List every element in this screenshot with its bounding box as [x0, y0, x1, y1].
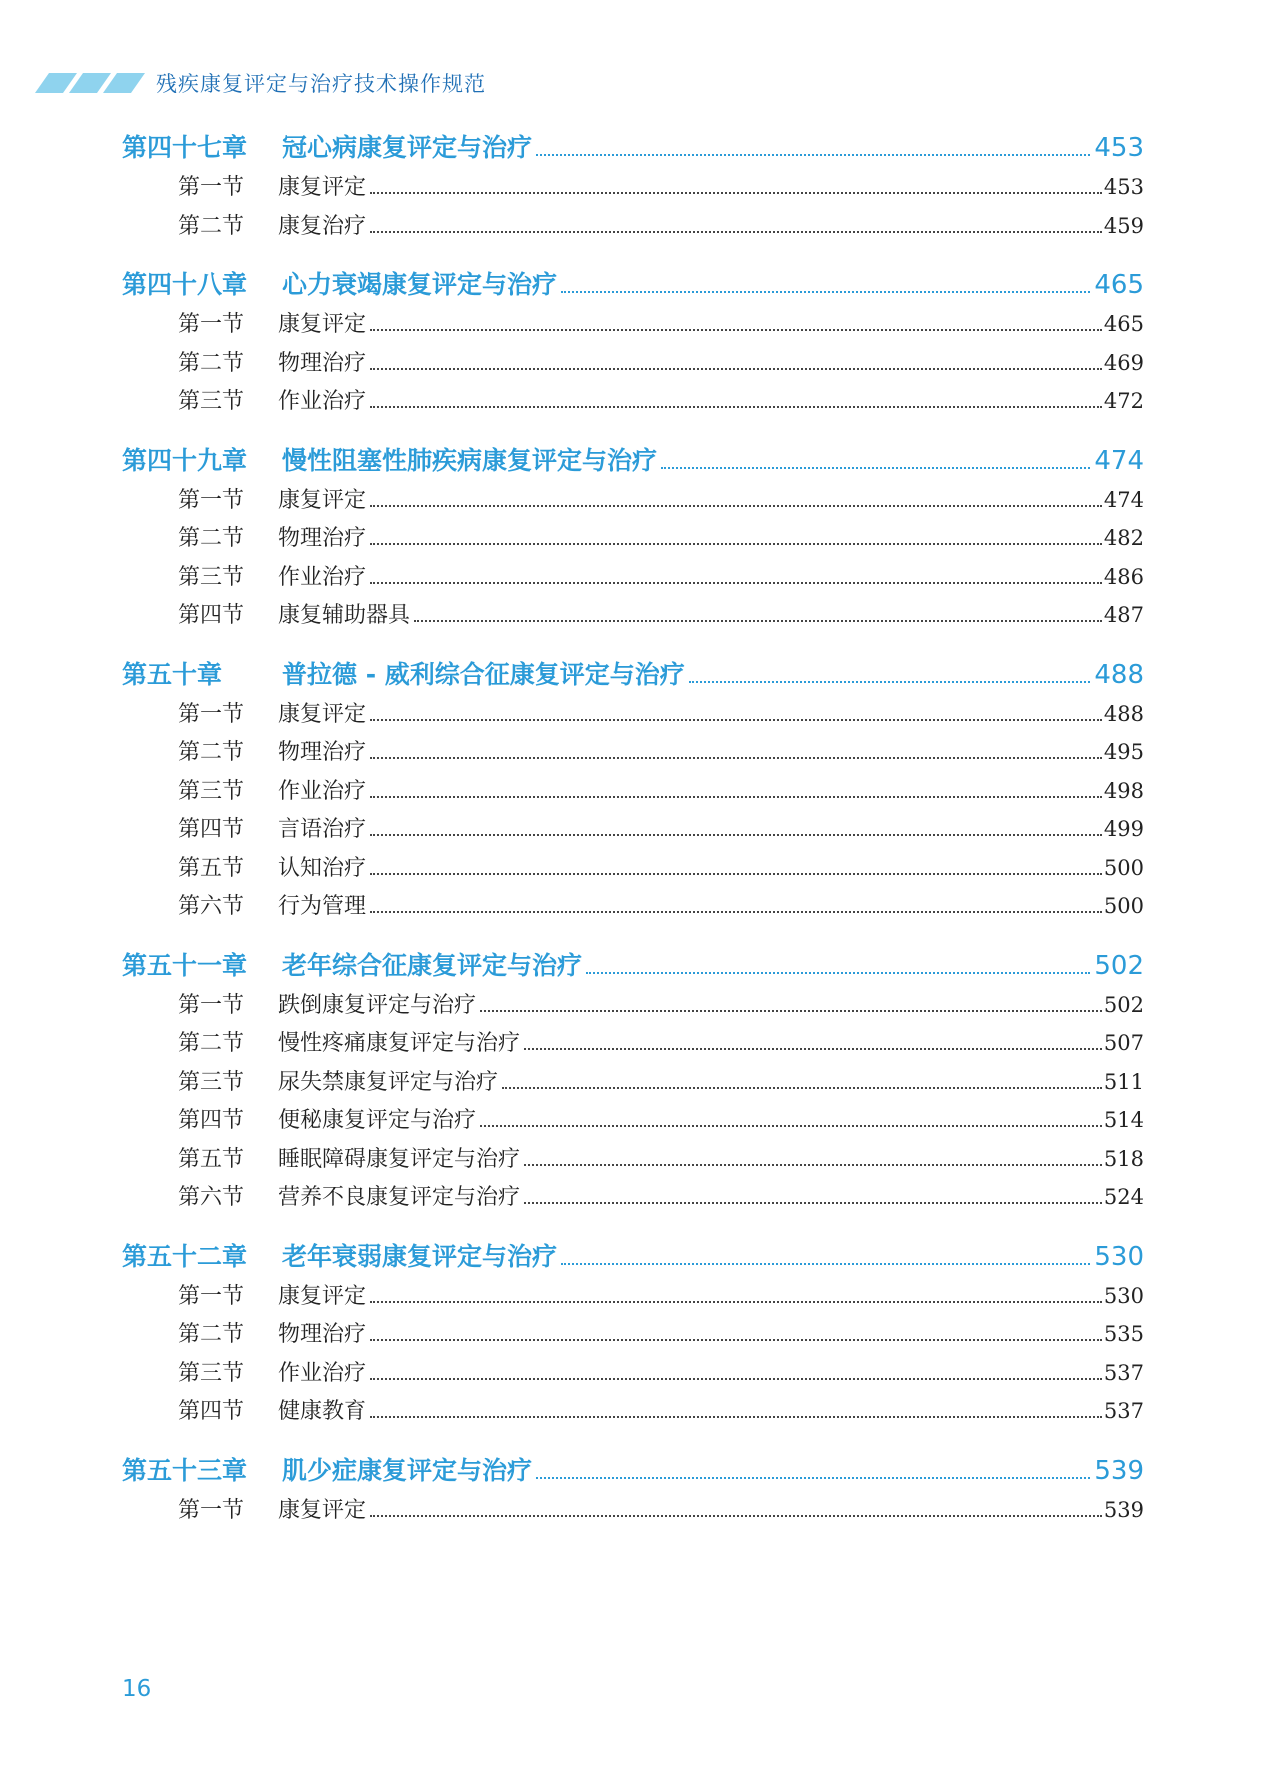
section-number: 第一节 — [178, 992, 245, 1018]
section-entry[interactable] — [122, 851, 1144, 890]
section-entry[interactable] — [122, 1026, 1144, 1065]
section-title: 康复评定 — [278, 1283, 367, 1309]
section-entry[interactable] — [122, 521, 1144, 560]
section-title: 物理治疗 — [278, 350, 367, 376]
section-page: 498 — [1103, 778, 1144, 803]
section-page: 488 — [1103, 701, 1144, 726]
section-number: 第三节 — [178, 564, 245, 590]
section-entry[interactable] — [122, 209, 1144, 248]
section-page: 524 — [1103, 1185, 1144, 1209]
dot-leader — [370, 329, 1102, 331]
section-title: 睡眠障碍康复评定与治疗 — [278, 1146, 521, 1172]
section-number: 第四节 — [178, 603, 245, 628]
section-number: 第三节 — [178, 389, 245, 414]
section-entry[interactable] — [122, 889, 1144, 928]
chapter-block — [122, 128, 1144, 247]
dot-leader — [370, 757, 1102, 759]
chapter-block — [122, 265, 1144, 423]
section-page: 500 — [1103, 855, 1144, 880]
section-title: 康复评定 — [278, 487, 367, 513]
section-number: 第二节 — [178, 740, 245, 765]
section-page: 537 — [1103, 1399, 1144, 1423]
chapter-block — [122, 441, 1144, 637]
section-page: 453 — [1103, 175, 1144, 199]
section-title: 慢性疼痛康复评定与治疗 — [278, 1031, 521, 1056]
section-number: 第四节 — [178, 817, 245, 842]
dot-leader — [370, 231, 1102, 233]
section-entry[interactable] — [122, 735, 1144, 774]
section-title: 便秘康复评定与治疗 — [278, 1108, 477, 1133]
section-entry[interactable] — [122, 697, 1144, 736]
chapter-page: 530 — [1094, 1241, 1144, 1272]
section-title: 康复评定 — [278, 701, 367, 727]
dot-leader — [370, 582, 1102, 584]
section-number: 第一节 — [178, 312, 245, 337]
section-entry[interactable] — [122, 384, 1144, 423]
chapter-block — [122, 1237, 1144, 1433]
section-entry[interactable] — [122, 346, 1144, 385]
dot-leader — [370, 543, 1102, 545]
dot-leader — [561, 291, 1090, 293]
book-title: 残疾康复评定与治疗技术操作规范 — [156, 72, 486, 96]
dot-leader — [536, 1477, 1090, 1479]
chapter-number: 第五十三章 — [122, 1455, 248, 1485]
chapter-title: 慢性阻塞性肺疾病康复评定与治疗 — [282, 445, 658, 475]
chapter-number: 第四十七章 — [122, 133, 248, 162]
chapter-block — [122, 655, 1144, 928]
section-title: 作业治疗 — [278, 564, 367, 590]
section-title: 作业治疗 — [278, 389, 367, 414]
section-title: 物理治疗 — [278, 740, 367, 765]
section-title: 物理治疗 — [278, 1322, 367, 1347]
chapter-title: 普拉德 - 威利综合征康复评定与治疗 — [282, 659, 685, 689]
chapter-page: 502 — [1094, 950, 1144, 981]
dot-leader — [689, 681, 1091, 683]
chapter-number: 第五十一章 — [122, 950, 248, 980]
section-number: 第二节 — [178, 526, 245, 551]
section-entry[interactable] — [122, 1180, 1144, 1219]
section-number: 第三节 — [178, 1069, 245, 1095]
section-entry[interactable] — [122, 560, 1144, 599]
section-page: 539 — [1103, 1497, 1144, 1522]
dot-leader — [524, 1164, 1102, 1166]
chapter-page: 539 — [1094, 1455, 1144, 1486]
chapter-title: 冠心病康复评定与治疗 — [282, 133, 533, 162]
section-entry[interactable] — [122, 988, 1144, 1027]
chapter-title: 老年衰弱康复评定与治疗 — [282, 1241, 558, 1271]
section-entry[interactable] — [122, 483, 1144, 522]
dot-leader — [370, 834, 1102, 836]
section-title: 康复评定 — [278, 312, 367, 337]
section-title: 尿失禁康复评定与治疗 — [278, 1069, 499, 1095]
dot-leader — [661, 467, 1090, 469]
section-number: 第五节 — [178, 855, 245, 881]
chapter-number: 第五十章 — [122, 659, 223, 689]
chapter-title: 肌少症康复评定与治疗 — [282, 1455, 533, 1485]
chapter-entry[interactable] — [122, 265, 1144, 307]
section-title: 言语治疗 — [278, 817, 367, 842]
section-title: 行为管理 — [278, 894, 367, 919]
dot-leader — [370, 1301, 1102, 1303]
dot-leader — [524, 1202, 1102, 1204]
dot-leader — [370, 192, 1102, 194]
chapter-entry[interactable] — [122, 946, 1144, 988]
section-page: 472 — [1103, 389, 1144, 413]
chapter-entry[interactable] — [122, 1451, 1144, 1493]
section-entry[interactable] — [122, 1356, 1144, 1395]
section-title: 康复评定 — [278, 175, 367, 200]
section-number: 第二节 — [178, 1031, 245, 1056]
section-page: 535 — [1103, 1322, 1144, 1346]
section-page: 502 — [1103, 992, 1144, 1017]
section-page: 511 — [1103, 1069, 1144, 1094]
section-title: 认知治疗 — [278, 855, 367, 881]
dot-leader — [370, 1515, 1102, 1517]
dot-leader — [370, 505, 1102, 507]
dot-leader — [561, 1263, 1090, 1265]
section-entry[interactable] — [122, 307, 1144, 346]
stripe-decoration — [103, 73, 145, 93]
chapter-number: 第五十二章 — [122, 1241, 248, 1271]
section-number: 第二节 — [178, 213, 245, 239]
section-entry[interactable] — [122, 774, 1144, 813]
section-number: 第三节 — [178, 778, 245, 804]
dot-leader — [370, 911, 1102, 913]
section-number: 第一节 — [178, 1283, 245, 1309]
section-title: 作业治疗 — [278, 778, 367, 804]
chapter-entry[interactable] — [122, 441, 1144, 483]
section-title: 营养不良康复评定与治疗 — [278, 1185, 521, 1210]
chapter-block — [122, 946, 1144, 1219]
section-page: 465 — [1103, 312, 1144, 336]
section-entry[interactable] — [122, 170, 1144, 209]
section-entry[interactable] — [122, 1279, 1144, 1318]
section-number: 第一节 — [178, 1497, 245, 1523]
section-number: 第四节 — [178, 1108, 245, 1133]
dot-leader — [370, 368, 1102, 370]
section-page: 518 — [1103, 1146, 1144, 1171]
chapter-number: 第四十八章 — [122, 270, 248, 299]
table-of-contents — [122, 128, 1144, 1549]
section-entry[interactable] — [122, 598, 1144, 637]
section-page: 474 — [1103, 487, 1144, 512]
section-page: 495 — [1103, 740, 1144, 764]
section-entry[interactable] — [122, 1394, 1144, 1433]
section-page: 487 — [1103, 603, 1144, 627]
section-page: 537 — [1103, 1360, 1144, 1385]
chapter-page: 488 — [1094, 659, 1144, 690]
chapter-title: 心力衰竭康复评定与治疗 — [282, 270, 558, 299]
chapter-title: 老年综合征康复评定与治疗 — [282, 950, 583, 980]
section-title: 康复辅助器具 — [278, 603, 411, 628]
chapter-page: 453 — [1094, 133, 1144, 163]
section-number: 第六节 — [178, 1185, 245, 1210]
section-page: 459 — [1103, 213, 1144, 238]
chapter-entry[interactable] — [122, 1237, 1144, 1279]
page-number: 16 — [122, 1676, 152, 1702]
section-page: 482 — [1103, 526, 1144, 550]
section-title: 物理治疗 — [278, 526, 367, 551]
section-number: 第二节 — [178, 350, 245, 376]
section-number: 第三节 — [178, 1360, 245, 1386]
dot-leader — [370, 796, 1102, 798]
section-title: 康复治疗 — [278, 213, 367, 239]
section-entry[interactable] — [122, 812, 1144, 851]
section-number: 第二节 — [178, 1322, 245, 1347]
dot-leader — [370, 406, 1102, 408]
dot-leader — [480, 1125, 1102, 1127]
section-entry[interactable] — [122, 1065, 1144, 1104]
section-title: 康复评定 — [278, 1497, 367, 1523]
section-entry[interactable] — [122, 1142, 1144, 1181]
section-page: 514 — [1103, 1108, 1144, 1132]
dot-leader — [370, 719, 1102, 721]
section-entry[interactable] — [122, 1103, 1144, 1142]
section-page: 500 — [1103, 894, 1144, 918]
section-title: 跌倒康复评定与治疗 — [278, 992, 477, 1018]
section-title: 作业治疗 — [278, 1360, 367, 1386]
section-page: 507 — [1103, 1031, 1144, 1055]
section-page: 499 — [1103, 817, 1144, 841]
section-page: 530 — [1103, 1283, 1144, 1308]
section-number: 第六节 — [178, 894, 245, 919]
dot-leader — [480, 1010, 1102, 1012]
header-stripes-decoration — [42, 73, 138, 93]
chapter-page: 465 — [1094, 270, 1144, 300]
section-number: 第一节 — [178, 701, 245, 727]
chapter-entry[interactable] — [122, 128, 1144, 170]
chapter-page: 474 — [1094, 445, 1144, 476]
chapter-entry[interactable] — [122, 655, 1144, 697]
dot-leader — [414, 620, 1102, 622]
dot-leader — [502, 1087, 1102, 1089]
dot-leader — [586, 972, 1090, 974]
dot-leader — [370, 873, 1102, 875]
section-page: 469 — [1103, 350, 1144, 375]
section-number: 第一节 — [178, 487, 245, 513]
section-page: 486 — [1103, 564, 1144, 589]
chapter-block — [122, 1451, 1144, 1532]
dot-leader — [536, 154, 1090, 156]
section-number: 第一节 — [178, 175, 245, 200]
dot-leader — [524, 1048, 1102, 1050]
section-number: 第四节 — [178, 1399, 245, 1424]
section-entry[interactable] — [122, 1493, 1144, 1532]
chapter-number: 第四十九章 — [122, 445, 248, 475]
dot-leader — [370, 1378, 1102, 1380]
section-number: 第五节 — [178, 1146, 245, 1172]
section-entry[interactable] — [122, 1317, 1144, 1356]
section-title: 健康教育 — [278, 1399, 367, 1424]
dot-leader — [370, 1416, 1102, 1418]
running-header — [42, 68, 486, 98]
dot-leader — [370, 1339, 1102, 1341]
